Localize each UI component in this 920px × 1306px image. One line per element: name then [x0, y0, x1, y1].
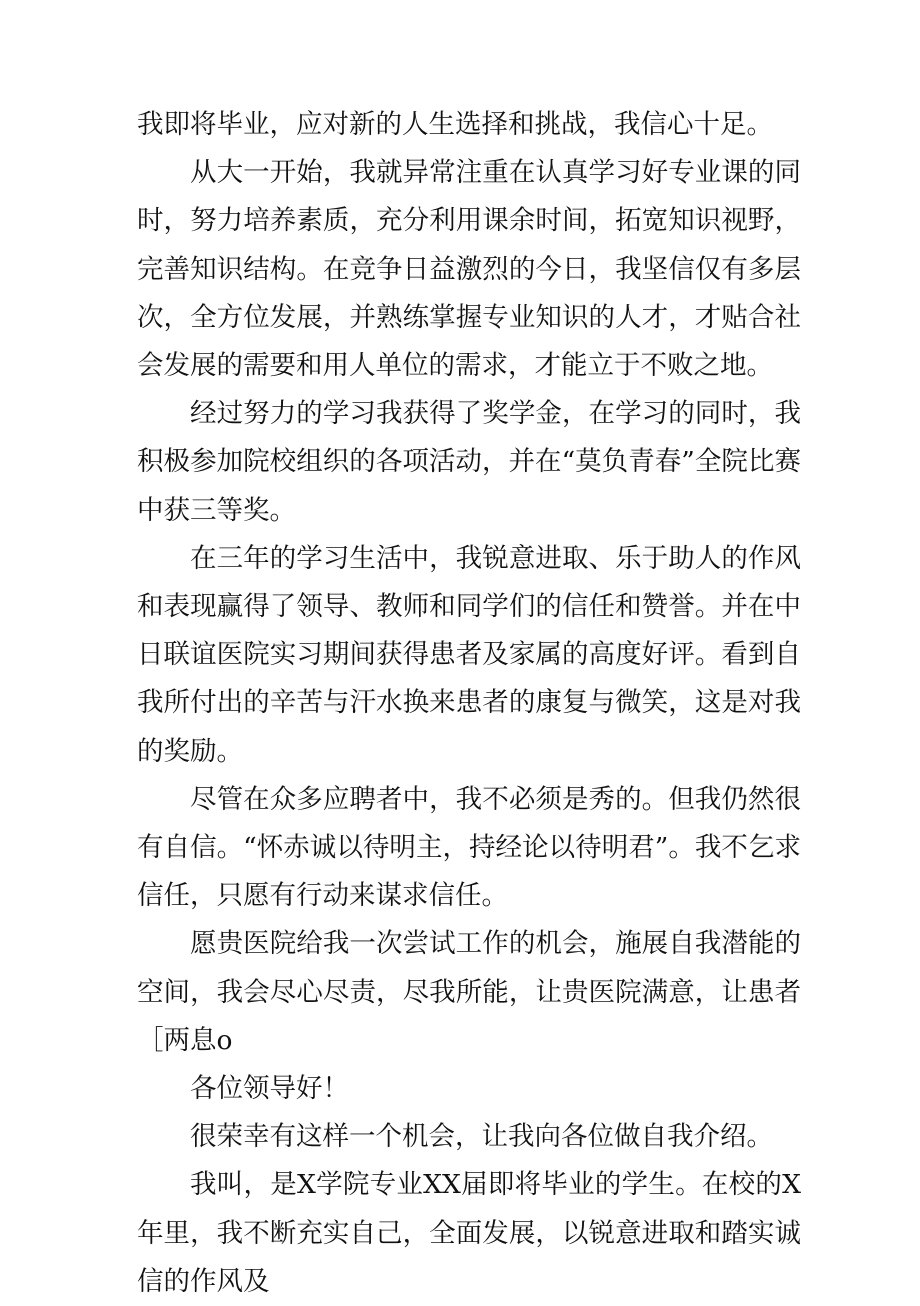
paragraph-scholarship-award: 经过努力的学习我获得了奖学金，在学习的同时，我积极参加院校组织的各项活动，并在“莫负青春”全院比赛中获三等奖。 [137, 398, 801, 526]
document-body [137, 101, 801, 1306]
paragraph-self-confidence: 尽管在众多应聘者中，我不必须是秀的。但我仍然很有自信。“怀赤诚以待明主，持经论以待明君”。我不乞求信任，只愿有行动来谋求信任。 [137, 783, 801, 912]
paragraph-job-request: 愿贵医院给我一次尝试工作的机会，施展自我潜能的空间，我会尽心尽责，尽我所能，让贵医院满意，让患者［两息o [137, 928, 801, 1056]
paragraph-greeting: 各位领导好！ [190, 1073, 349, 1105]
paragraph-student-introduction: 我叫，是X学院专业XX届即将毕业的学生。在校的X年里，我不断充实自己，全面发展，以锐意进取和踏实诚信的作风及 [137, 1169, 801, 1297]
paragraph-introduction-opening: 很荣幸有这样一个机会，让我向各位做自我介绍。 [190, 1121, 773, 1153]
paragraph-study-development: 从大一开始，我就异常注重在认真学习好专业课的同时，努力培养素质，充分利用课余时间，拓宽知识视野，完善知识结构。在竞争日益激烈的今日，我坚信仅有多层次，全方位发展，并熟练掌握专业知识的人才，才贴合社会发展的需要和用人单位的需求，才能立于不败之地。 [137, 157, 801, 382]
paragraph-internship-praise: 在三年的学习生活中，我锐意进取、乐于助人的作风和表现赢得了领导、教师和同学们的信任和赞誉。并在中日联谊医院实习期间获得患者及家属的高度好评。看到自我所付出的辛苦与汗水换来患者的康复与微笑，这是对我的奖励。 [137, 542, 801, 767]
paragraph-graduation-confidence: 我即将毕业，应对新的人生选择和挑战，我信心十足。 [137, 109, 773, 140]
